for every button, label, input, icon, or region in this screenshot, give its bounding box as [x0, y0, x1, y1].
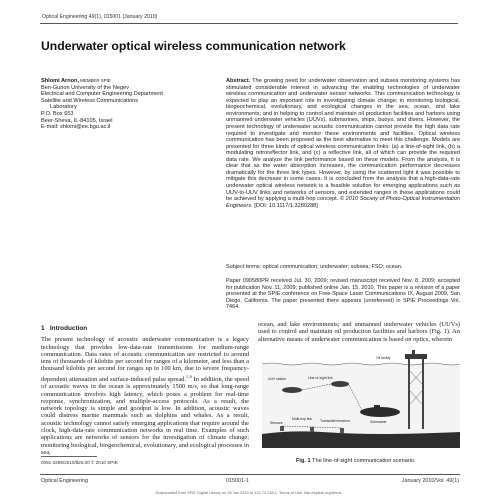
- affiliation-line: Laboratory: [50, 104, 77, 111]
- sea-floor: [262, 431, 460, 448]
- issn-line: 0091-3286/2010/$25.00 © 2010 SPIE: [41, 460, 118, 465]
- section-title: Introduction: [49, 325, 88, 332]
- figure-caption: [296, 458, 416, 464]
- footer-page-number: 015001-1: [226, 478, 249, 484]
- author-name: Shlomi Arnon,: [41, 78, 80, 84]
- sensor: [310, 427, 314, 432]
- intro-column-right: ocean, and lake environments; and unmanned underwater vehicles (UUVs) used to control and maintain oil production facilities and harbors (Fig. 1). An alternative means of underwater communication is based on optics, wherein: [258, 321, 460, 343]
- paper-title: Underwater optical wireless communication network: [41, 39, 346, 53]
- intro-paragraph: The present technology of acoustic underwater communication is a legacy technology that provides low-data-rate transmissions for medium-range communication. Data rates of acoustic communication are restricted to around tens of thousands of kilobits per second for ranges of a kilometer, and less than a thousand kilobits per second for ranges up to 100 km, due to severe frequency-dependent attenuation and surface-induced pulse spread.: [41, 336, 249, 383]
- section-heading: [41, 325, 249, 332]
- sensor: [340, 428, 344, 433]
- affiliation-line: Beer-Sheva, IL-84105, Israel: [41, 117, 113, 124]
- footer-rule: [40, 474, 460, 475]
- abstract: [226, 78, 460, 209]
- author-line: [41, 78, 211, 85]
- header-rule: [40, 23, 458, 24]
- label-oil-facility: Oil facility: [376, 356, 391, 360]
- label-transmitter-receiver: Transmitter/receiver: [320, 419, 351, 423]
- affiliation-line: Ben-Gurion University of the Negev: [41, 84, 129, 91]
- doi: [DOI: 10.1117/1.3280288]: [252, 202, 318, 209]
- intro-column-left: [41, 325, 249, 456]
- subject-terms: Subject terms: optical communication; underwater; subsea; FSO; ocean.: [226, 264, 403, 270]
- citation-refs: 1–6: [185, 373, 192, 379]
- download-notice: Downloaded from SPIE Digital Library on 26 Jan 2010 to 132.72.138.1. Terms of Use: http://spiedl.org/terms: [155, 490, 342, 495]
- abstract-label: Abstract.: [226, 78, 251, 84]
- affiliation-line: Satellite and Wireless Communications: [41, 97, 138, 104]
- figure-caption-text: The line-of-sight communication scenario.: [310, 458, 416, 464]
- author-block: [41, 78, 211, 131]
- affiliation-line: Electrical and Computer Engineering Department: [41, 91, 163, 98]
- label-submarine: Submarine: [370, 420, 387, 424]
- copyright-notice: © 2010 Society of Photo-Optical Instrumentation Engineers.: [226, 196, 460, 209]
- uuv-left: [282, 387, 302, 393]
- figure-1: [262, 350, 460, 448]
- submarine-tower: [374, 405, 380, 409]
- abstract-text: The growing need for underwater observation and subsea monitoring systems has stimulated considerable interest in advancing the enabling technologies of underwater wireless communication and underwater sensor networks. This communication technology is expected to play an important role in investigating climate change; in monitoring biological, biogeochemical, evolutionary, and ecological changes in the sea, ocean, and lake environments; and in helping to control and maintain oil production facilities and harbors using unmanned underwater vehicles (UUVs), submarines, ships, buoys, and divers. However, the present technology of underwater acoustic communication cannot provide the high data rate required to investigate and monitor these environments and facilities. Optical wireless communication has been proposed as the best alternative to meet this challenge. Models are presented for three kinds of optical wireless communication links: (a) a line-of-sight link, (b) a modulating retroreflector link, and (c) a reflective link, all of which can provide the required data rate. We analyze the link performance based on these models. From the analysis, it is clear that as the water absorption increases, the communication performance decreases dramatically for the three link types. However, by using the scattered light it was possible to mitigate this decrease in some cases. It is concluded from the analysis that a high-data-rate underwater optical wireless network is a feasible solution for emerging applications such as UUV-to-UUV links and networks of sensors, and extended ranges in these applications could be achieved by applying a multi-hop concept.: [226, 78, 460, 203]
- label-sensors: Sensors: [270, 421, 283, 425]
- footnote-rule: [41, 456, 97, 457]
- label-uuv-station: UUV station: [268, 377, 287, 381]
- paper-history: Paper 090580PR received Jul. 30, 2009; revised manuscript received Nov. 8, 2009; accepted for publication Nov. 11, 2009; published online Jan. 15, 2010. This paper is a revision of a paper presented at the SPIE conference on Free-Space Laser Communications IX, August 2009, San Diego, California. The paper presented there appears (unrefereed) in SPIE Proceedings Vol. 7464.: [226, 278, 460, 311]
- label-line-of-sight: Line-of-sight link: [308, 376, 333, 380]
- figure-caption-label: Fig. 1: [296, 458, 311, 464]
- footer-issue: January 2010/Vol. 49(1): [401, 478, 459, 484]
- footer-journal: Optical Engineering: [41, 478, 89, 484]
- running-head: Optical Engineering 49(1), 015001 (January 2010): [42, 14, 158, 20]
- label-multi-hop: Multi-hop link: [292, 417, 312, 421]
- author-membership: MEMBER SPIE: [79, 78, 111, 83]
- affiliation-line: P.O. Box 653: [41, 110, 74, 117]
- section-number: 1: [41, 325, 45, 332]
- author-email: E-mail: shlomi@ee.bgu.ac.il: [41, 124, 111, 131]
- sensor: [280, 426, 284, 431]
- intro-paragraph-continued: In addition, the speed of acoustic waves in the ocean is approximately 1500 m/s, so that long-range communication involves high latency, which poses a problem for real-time response, synchronization, and multiple-access protocols. As a result, the network topology is simple and goodput is low. In addition, acoustic waves could distress marine mammals such as dolphins and whales. As a result, acoustic technology cannot satisfy emerging applications that require around the clock, high-data-rate communication networks in real time. Examples of such applications are networks of sensors for the investigation of climate change; monitoring biological, biogeochemical, evolutionary, and ecological processes in sea,: [41, 375, 249, 456]
- uuv-right: [331, 381, 349, 387]
